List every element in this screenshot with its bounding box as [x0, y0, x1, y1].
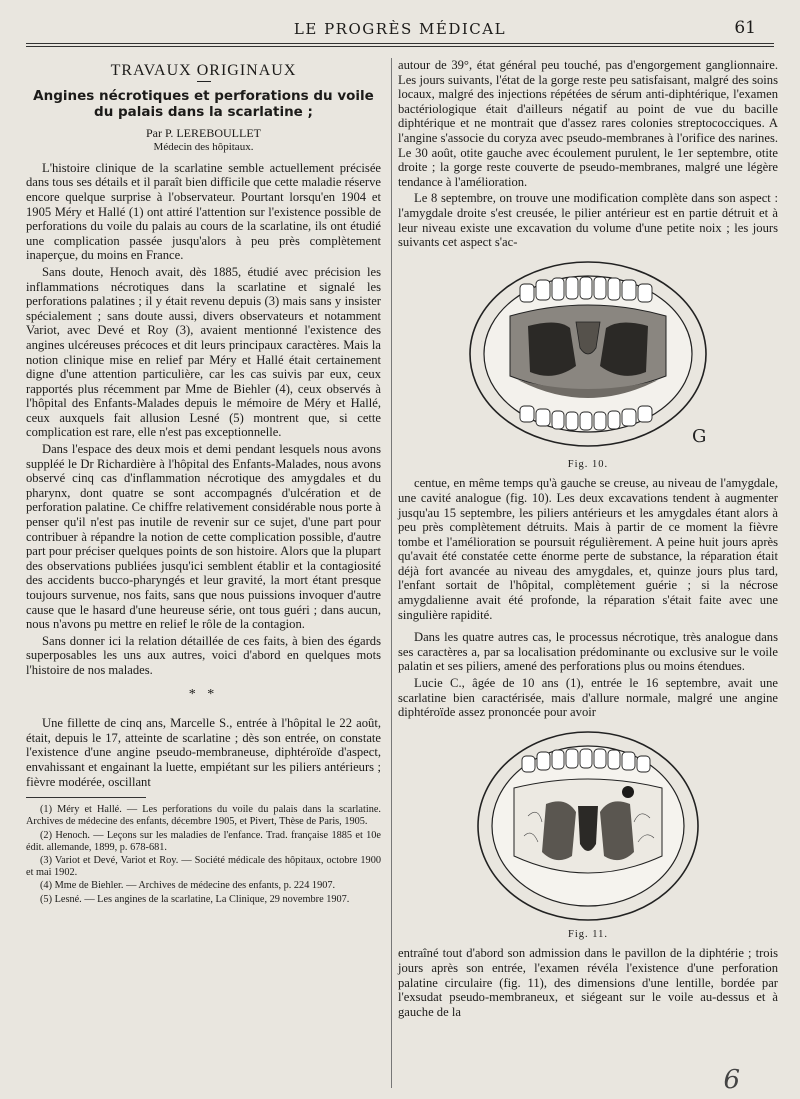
author-affiliation: Médecin des hôpitaux. [153, 141, 254, 154]
body-paragraph: centue, en même temps qu'à gauche se creuse, au niveau de l'amygdale, une cavité analogue (fig. 10). Les deux excavations tendent à augmenter jusqu'au 15 septembre, les piliers antérieurs et les amygdales étant alors à peu près complètement détruits. Mais à partir de ce moment la fièvre tombe et l'amélioration se poursuit régulièrement. A peine huit jours après qu'avait été constatée cette énorme perte de substance, la réparation était déjà fort avancée au niveau des amygdales, et, quinze jours plus tard, l'enfant sortait de l'hôpital, complètement guérie ; si la nécrose amygdalienne avait été profonde, la réparation s'était faite avec une singulière rapidité. [398, 476, 778, 622]
footnote: (3) Variot et Devé, Variot et Roy. — Société médicale des hôpitaux, octobre 1900 et mai 1902. [26, 854, 381, 879]
footnote: (4) Mme de Biehler. — Archives de médecine des enfants, p. 224 1907. [40, 880, 336, 892]
page-number: 61 [734, 18, 756, 38]
body-paragraph: Sans doute, Henoch avait, dès 1885, étudié avec précision les inflammations nécrotiques dans la scarlatine et signalé les perforations palatines ; il y était revenu depuis (3) mais sans y insister spécialement ; sans doute aussi, divers observateurs et notamment Variot, avec Devé et Roy (3), avaient mentionné l'existence des angines ulcéreuses précoces et dit leurs principaux caractères. Mais la notion clinique mise en relief par Méry et Hallé était certainement digne d'une attention particulière, car les cas suivis par eux, ceux rapportés plus récemment par Mme de Biehler (4), ceux observés à l'hôpital des Enfants-Malades depuis le mémoire de Méry et Hallé, ceux auxquels fait allusion Lesné (5) montrent que, si cette complication est rare, elle n'est pas exceptionnelle. [26, 264, 381, 440]
header-rule-bottom [26, 46, 774, 47]
footnote: (2) Henoch. — Leçons sur les maladies de l'enfance. Trad. française 1885 et 10e édit. allemande, 1899, p. 678-681. [26, 829, 381, 853]
monogram-g: G [692, 425, 707, 447]
footnote: (5) Lesné. — Les angines de la scarlatine, La Clinique, 29 novembre 1907. [40, 893, 350, 905]
section-dash [197, 81, 211, 82]
running-head [0, 18, 800, 42]
body-paragraph: Lucie C., âgée de 10 ans (1), entrée le 16 septembre, avait une scarlatine bien caractérisée, mais d'allure normale, malgré une angine diphtéroïde assez prononcée pour avoir [398, 676, 778, 720]
figure-11 [398, 726, 778, 943]
footnote-rule [26, 797, 146, 798]
handwritten-pencil-mark: 6 [723, 1065, 740, 1095]
header-rule-top [26, 43, 774, 44]
column-divider [391, 58, 392, 1088]
open-mouth-illustration-fig10 [458, 256, 718, 456]
footnote: (1) Méry et Hallé. — Les perforations du voile du palais dans la scarlatine. Archives de médecine des enfants, décembre 1905, et Pivert, Thèse de Paris, 1905. [26, 804, 381, 828]
body-paragraph: entraîné tout d'abord son admission dans le pavillon de la diphtérie ; trois jours après son entrée, l'examen révéla l'existence d'une perforation palatine circulaire (fig. 11), des dimensions d'une lentille, bordée par l'exsudat pseudo-membraneux, et siégeant sur le voile au-dessus et à gauche de la [398, 946, 778, 1019]
journal-title: LE PROGRÈS MÉDICAL [293, 20, 507, 38]
body-paragraph: Le 8 septembre, on trouve une modification complète dans son aspect : l'amygdale droite s'est creusée, le pilier antérieur est en partie détruit et à leur niveau existe une excavation du volume d'une petite noix ; les jours suivants cet aspect s'ac- [398, 191, 778, 250]
case-paragraph: Une fillette de cinq ans, Marcelle S., entrée à l'hôpital le 22 août, était, depuis le 17, atteinte de scarlatine ; dès son entrée, on constate l'existence d'une angine pseudo-membraneuse, diphtéroïde d'aspect, envahissant et engainant la luette, empiétant sur les piliers antérieurs ; fièvre modérée, oscillant [26, 716, 381, 789]
body-paragraph: Dans l'espace des deux mois et demi pendant lesquels nous avons suppléé le Dr Richardière à l'hôpital des Enfants-Malades, nous avons observé cinq cas d'inflammation nécrotique des amygdales et du pharynx, dont quatre se sont accompagnés d'ulcération et de perforation palatine. Ce chiffre relativement considérable nous porte à penser qu'il n'est pas inutile de revenir sur ce sujet, d'une part pour contribuer à répandre la notion de cette complication possible, d'autre part pour préciser quelques points de son histoire. Alors que la plupart des observations publiées jusqu'ici semblent établir et la contagiosité des accidents bucco-pharyngés et leur gravité, la mort étant presque toujours survenue, nos faits, sans que nous puissions invoquer d'autre cause que le hasard d'une heureuse série, ont tous guéri ; dans aucun, nous n'avons pu mettre en relief le rôle de la contagion. [26, 442, 381, 632]
article-title: Angines nécrotiques et perforations du voile du palais dans la scarlatine ; [33, 87, 374, 120]
section-asterism: * * [188, 686, 219, 702]
body-paragraph: autour de 39°, état général peu touché, pas d'engorgement ganglionnaire. Les jours suivants, l'état de la gorge reste peu satisfaisant, malgré des soins locaux, malgré des injections répétées de sérum anti-diphtérique, l'examen bactériologique était d'ailleurs négatif au point de vue du bacille diphtérique et ne montrait que d'assez rares colonies streptococciques. A l'angine s'associe du coryza avec pseudo-membranes à l'orifice des narines. Le 30 août, otite gauche avec écoulement purulent, le 1er septembre, otite droite ; la gorge reste couverte de pseudo-membranes, malgré une légère tendance à l'amélioration. [398, 58, 778, 189]
figure-11-caption: Fig. 11. [568, 928, 608, 940]
body-paragraph: Sans donner ici la relation détaillée de ces faits, à bien des égards superposables les uns aux autres, voici d'abord en quelques mots l'histoire de nos malades. [26, 633, 381, 677]
author-byline: Par P. LEREBOULLET [146, 125, 261, 140]
body-paragraph: Dans les quatre autres cas, le processus nécrotique, très analogue dans ses caractères a, par sa localisation prédominante ou exclusive sur le voile palatin et ses piliers, amené des perforations plus ou moins étendues. [398, 630, 778, 674]
body-paragraph: L'histoire clinique de la scarlatine semble actuellement précisée dans tous ses détails et il paraît bien difficile que cette maladie réserve encore quelque surprise à l'observateur. Pourtant lorsqu'en 1904 et 1905 Méry et Hallé (1) ont attiré l'attention sur l'existence possible de perforations du voile du palais au cours de la scarlatine, ils ont étudié une complication passée jusqu'alors à peu près complètement inaperçue, du moins en France. [26, 160, 381, 263]
figure-10 [398, 256, 778, 473]
figure-10-caption: Fig. 10. [567, 458, 609, 470]
open-mouth-illustration-fig11 [468, 726, 708, 926]
left-column [26, 60, 381, 907]
section-title: TRAVAUX ORIGINAUX [110, 62, 297, 79]
right-column [398, 58, 778, 1021]
